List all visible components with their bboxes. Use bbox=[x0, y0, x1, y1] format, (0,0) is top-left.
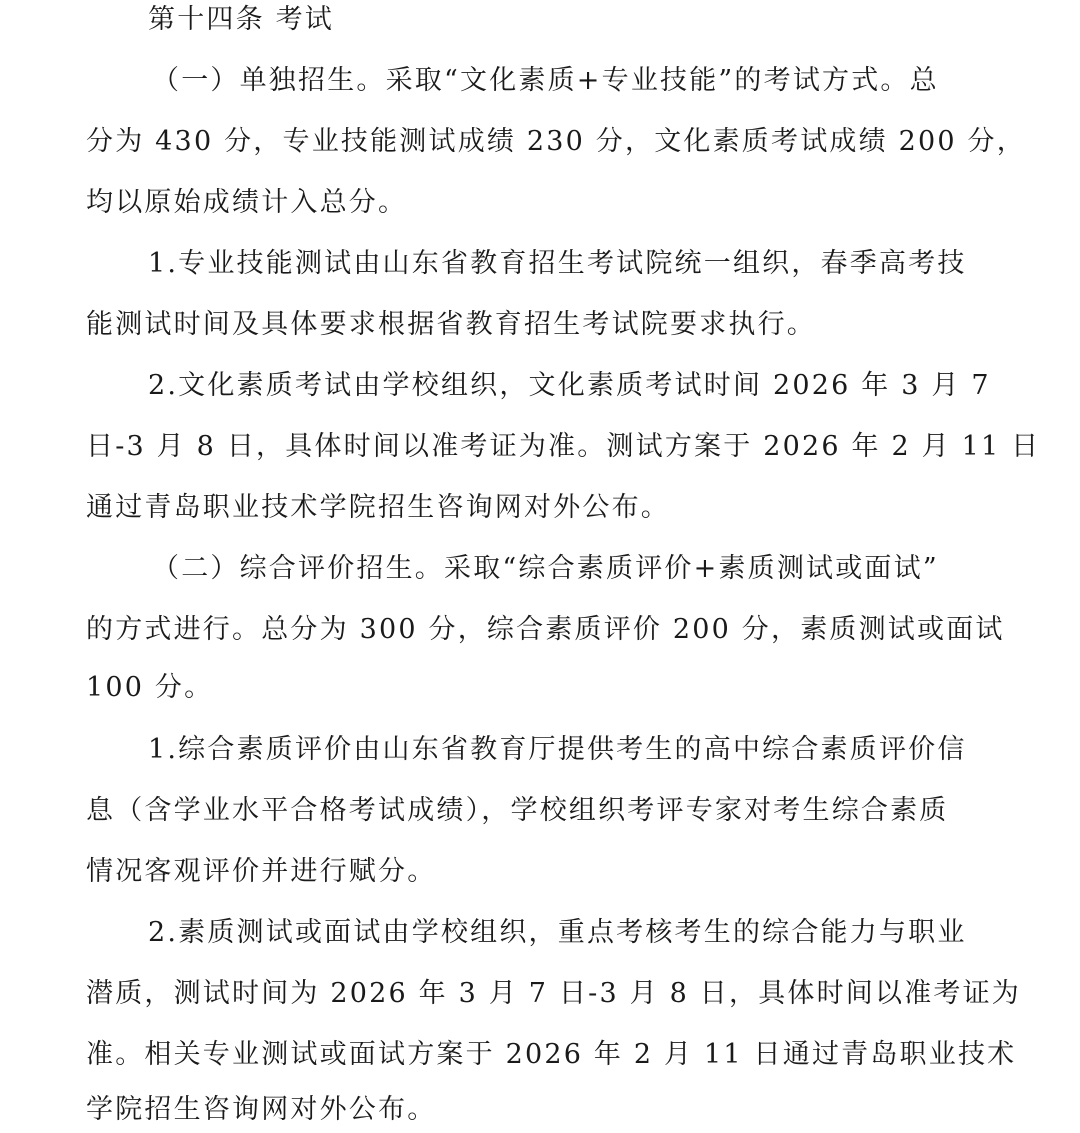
paragraph-line: 情况客观评价并进行赋分。 bbox=[86, 856, 437, 887]
paragraph-line: 1.专业技能测试由山东省教育招生考试院统一组织，春季高考技 bbox=[148, 248, 967, 279]
paragraph-line: 均以原始成绩计入总分。 bbox=[86, 187, 408, 218]
paragraph-line: 潜质，测试时间为 2026 年 3 月 7 日-3 月 8 日，具体时间以准考证为 bbox=[86, 978, 1021, 1009]
paragraph-line: （二）综合评价招生。采取“综合素质评价+素质测试或面试” bbox=[152, 553, 939, 584]
paragraph-line: 2.文化素质考试由学校组织，文化素质考试时间 2026 年 3 月 7 bbox=[148, 370, 991, 401]
paragraph-line: 日-3 月 8 日，具体时间以准考证为准。测试方案于 2026 年 2 月 11 日 bbox=[86, 431, 1041, 462]
paragraph-line: 准。相关专业测试或面试方案于 2026 年 2 月 11 日通过青岛职业技术 bbox=[86, 1039, 1017, 1070]
paragraph-line: 能测试时间及具体要求根据省教育招生考试院要求执行。 bbox=[86, 309, 816, 340]
paragraph-line: 学院招生咨询网对外公布。 bbox=[86, 1094, 437, 1125]
paragraph-line: 通过青岛职业技术学院招生咨询网对外公布。 bbox=[86, 492, 670, 523]
paragraph-line: （一）单独招生。采取“文化素质+专业技能”的考试方式。总 bbox=[152, 65, 939, 96]
article-heading: 第十四条 考试 bbox=[148, 4, 334, 35]
paragraph-line: 2.素质测试或面试由学校组织，重点考核考生的综合能力与职业 bbox=[148, 917, 967, 948]
paragraph-line: 息（含学业水平合格考试成绩），学校组织考评专家对考生综合素质 bbox=[86, 795, 949, 826]
paragraph-line: 的方式进行。总分为 300 分，综合素质评价 200 分，素质测试或面试 bbox=[86, 614, 1005, 645]
paragraph-line: 1.综合素质评价由山东省教育厅提供考生的高中综合素质评价信 bbox=[148, 734, 967, 765]
paragraph-line: 100 分。 bbox=[86, 672, 214, 703]
paragraph-line: 分为 430 分，专业技能测试成绩 230 分，文化素质考试成绩 200 分， bbox=[86, 126, 1026, 157]
